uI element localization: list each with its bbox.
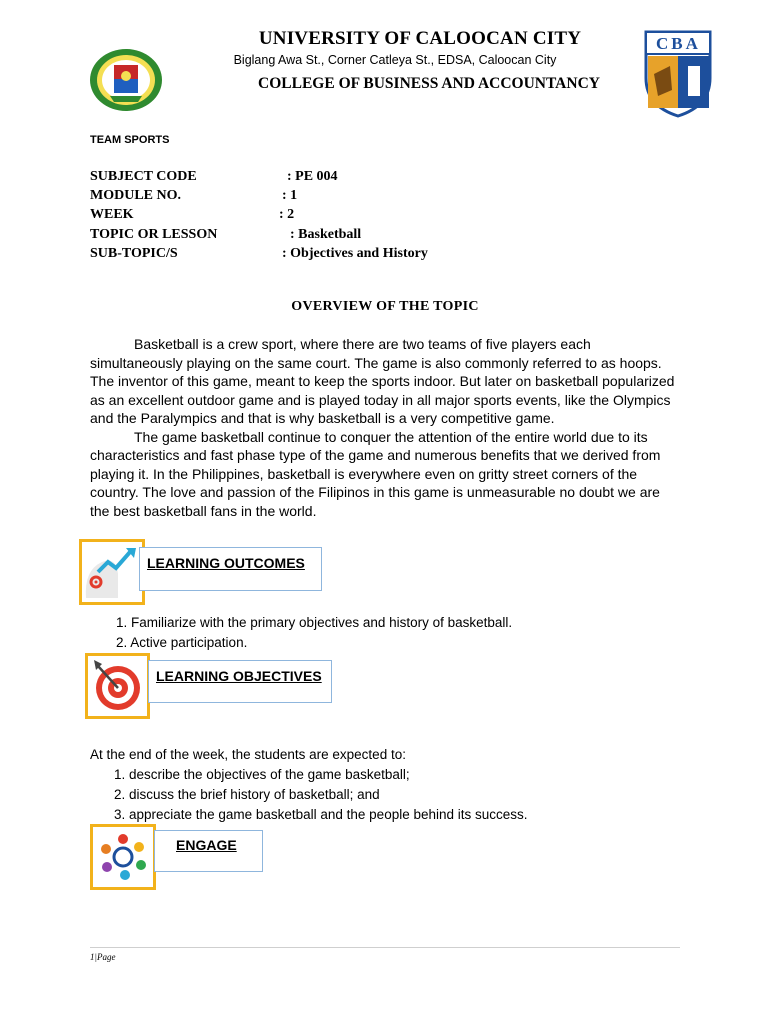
college-title: COLLEGE OF BUSINESS AND ACCOUNTANCY (258, 75, 600, 92)
info-value-subject-code: : PE 004 (287, 169, 338, 184)
course-title: TEAM SPORTS (90, 134, 170, 146)
page-number: 1|Page (90, 952, 116, 962)
learning-outcome-item: 2. Active participation. (116, 635, 248, 650)
learning-objective-item: 3. appreciate the game basketball and the people behind its success. (114, 807, 528, 822)
university-title: UNIVERSITY OF CALOOCAN CITY (258, 28, 582, 49)
overview-paragraph-1: Basketball is a crew sport, where there are two teams of five players each simultaneously playing on the same court. The game is also commonly referred to as hoops. The inventor of this game, meant to keep the sports indoor. But later on basketball popularized as an excellent outdoor game and is played today in all major sports events, like the Olympics and the Paralympics and that is why basketball is a very competitive game. (90, 336, 675, 426)
info-label-module: MODULE NO. (90, 188, 181, 203)
info-label-subtopic: SUB-TOPIC/S (90, 246, 178, 261)
learning-objective-item: 1. describe the objectives of the game basketball; (114, 767, 410, 782)
learning-outcomes-heading (139, 547, 322, 591)
growth-chart-icon (82, 542, 142, 602)
info-label-topic: TOPIC OR LESSON (90, 227, 218, 242)
footer-divider (90, 947, 680, 948)
learning-outcomes-title: LEARNING OUTCOMES (147, 555, 305, 571)
university-address: Biglang Awa St., Corner Catleya St., EDSA, Caloocan City (233, 53, 557, 67)
team-circle-icon (93, 827, 153, 887)
engage-icon-frame (90, 824, 156, 890)
learning-outcome-item: 1. Familiarize with the primary objectives and history of basketball. (116, 615, 513, 630)
learning-objectives-intro: At the end of the week, the students are expected to: (90, 747, 406, 762)
info-label-week: WEEK (90, 207, 134, 222)
overview-body (90, 335, 680, 520)
learning-outcomes-icon-frame (79, 539, 145, 605)
target-icon (88, 656, 147, 716)
engage-heading (154, 830, 263, 872)
info-label-subject-code: SUBJECT CODE (90, 169, 197, 184)
overview-paragraph-2: The game basketball continue to conquer the attention of the entire world due to its characteristics and fast phase type of the game and numerous benefits that we derived from playing it. In the Philippines, basketball is everywhere even on gritty street corners of the country. The love and passion of the Filipinos in this game is unmeasurable no doubt we are the best basketball fans in the world. (90, 428, 661, 519)
learning-objectives-icon-frame (85, 653, 150, 719)
learning-objectives-heading (148, 660, 332, 703)
learning-outcomes-list (116, 615, 512, 655)
info-value-week: : 2 (279, 207, 295, 222)
learning-objectives-title: LEARNING OBJECTIVES (156, 668, 322, 684)
learning-objective-item: 2. discuss the brief history of basketball; and (114, 787, 380, 802)
info-value-topic: : Basketball (290, 227, 362, 242)
learning-objectives-list (114, 767, 528, 827)
info-value-module: : 1 (282, 188, 298, 203)
engage-title: ENGAGE (176, 837, 237, 853)
cba-logo-text: CBA (656, 34, 701, 53)
overview-title: OVERVIEW OF THE TOPIC (291, 299, 479, 314)
info-value-subtopic: : Objectives and History (282, 246, 428, 261)
